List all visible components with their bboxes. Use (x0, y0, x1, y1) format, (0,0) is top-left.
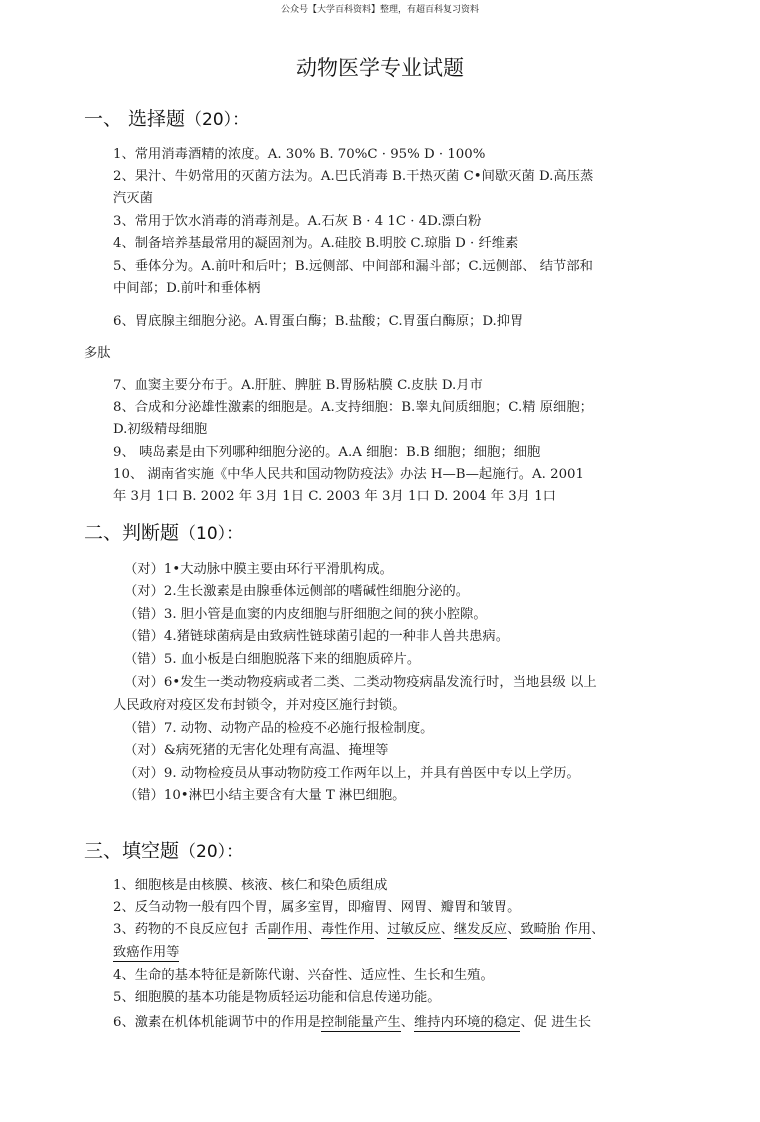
fill-6-tail: 、促 进生长 (520, 1015, 592, 1030)
fill-3-blank-5: 致畸胎 作用 (520, 922, 592, 937)
fill-3-blank-3: 过敏反应 (387, 922, 441, 937)
question-5: 5、垂体分为。A.前叶和后叶；B.远侧部、中间部和漏斗部；C.远侧部、 结节部和 (113, 259, 593, 274)
fill-2: 2、反刍动物一般有四个胃，属多室胃，即瘤胃、网胃、瓣胃和皱胃。 (113, 900, 521, 915)
question-6-cont: 多肽 (84, 346, 111, 361)
section-heading-fill-in (84, 836, 243, 863)
header-note: 公众号【大学百科资料】整理，有超百科复习资料 (280, 5, 479, 15)
section-title: 一、 选择题 (84, 108, 186, 130)
section-title: 二、判断题 (84, 522, 180, 544)
fill-4: 4、生命的基本特征是新陈代谢、兴奋性、适应性、生长和生殖。 (113, 968, 494, 983)
judgement-4: （错）4.猪链球菌病是由致病性链球菌引起的一种非人兽共患病。 (124, 629, 509, 644)
question-3: 3、常用于饮水消毒的消毒剂是。A.石灰 B · 4 1C · 4D.漂白粉 (113, 214, 482, 229)
question-10: 10、 湖南省实施《中华人民共和国动物防疫法》办法 H—B—起施行。A. 2001 (113, 467, 584, 482)
separator: 、 (400, 1015, 414, 1030)
document-title: 动物医学专业试题 (296, 56, 464, 80)
section-score: （20）： (185, 110, 250, 130)
judgement-5: （错）5. 血小板是白细胞脱落下来的细胞质碎片。 (124, 652, 421, 667)
section-heading-judgement (84, 518, 243, 545)
separator: 、 (507, 922, 521, 937)
fill-3-cont (113, 943, 179, 963)
fill-6-prefix: 6、激素在机体机能调节中的作用是 (113, 1015, 321, 1030)
question-4: 4、制备培养基最常用的凝固剂为。A.硅胶 B.明胶 C.琼脂 D · 纤维素 (113, 236, 519, 251)
fill-3 (113, 920, 604, 940)
judgement-8: （对）&病死猪的无害化处理有高温、掩埋等 (124, 743, 389, 758)
fill-3-blank-4: 继发反应 (453, 922, 508, 937)
fill-1: 1、细胞核是由核膜、核液、核仁和染色质组成 (113, 878, 388, 893)
fill-5: 5、细胞膜的基本功能是物质轻运功能和信息传递功能。 (113, 990, 441, 1005)
fill-3-blank-1: 副作用 (267, 922, 308, 937)
question-10-cont: 年 3月 1口 B. 2002 年 3月 1日 C. 2003 年 3月 1口 D. 2004 年 3月 1口 (113, 489, 556, 504)
question-5-cont: 中间部；D.前叶和垂体柄 (113, 281, 261, 296)
separator: 、 (591, 922, 605, 937)
question-9: 9、 咦岛素是由下列哪种细胞分泌的。A.A 细胞：B.B 细胞；细胞；细胞 (113, 445, 541, 460)
fill-3-blank-2: 毒性作用 (320, 922, 375, 937)
separator: 、 (440, 922, 454, 937)
separator: 、 (307, 922, 321, 937)
judgement-10: （错）10•淋巴小结主要含有大量 T 淋巴细胞。 (124, 788, 406, 803)
question-6: 6、胃底腺主细胞分泌。A.胃蛋白酶；B.盐酸；C.胃蛋白酶原；D.抑胃 (113, 314, 524, 329)
question-2: 2、果汁、牛奶常用的灭菌方法为。A.巴氏消毒 B.干热灭菌 C•间歇灭菌 D.高压蒸 (113, 169, 594, 184)
fill-6 (113, 1013, 591, 1033)
question-2-cont: 汽灭菌 (113, 191, 153, 206)
section-title: 三、填空题 (84, 840, 180, 862)
section-heading-choice (84, 104, 249, 131)
judgement-1: （对）1•大动脉中膜主要由环行平滑肌构成。 (124, 562, 393, 577)
question-8: 8、合成和分泌雄性激素的细胞是。A.支持细胞：B.睾丸间质细胞；C.精 原细胞； (113, 400, 593, 415)
fill-6-blank-1: 控制能量产生 (320, 1015, 401, 1030)
fill-3-prefix: 3、药物的不良反应包扌舌 (113, 922, 268, 937)
section-score: （20）： (179, 842, 244, 862)
section-score: （10）： (179, 524, 244, 544)
fill-6-blank-2: 维持内环境的稳定 (414, 1015, 521, 1030)
judgement-6: （对）6•发生一类动物疫病或者二类、二类动物疫病晶发流行时，当地县级 以上 (124, 675, 597, 690)
judgement-2: （对）2.生长激素是由腺垂体远侧部的嗜碱性细胞分泌的。 (124, 584, 470, 599)
question-8-cont: D.初级精母细胞 (113, 422, 208, 437)
judgement-3: （错）3. 胆小管是血窦的内皮细胞与肝细胞之间的狭小腔隙。 (124, 607, 487, 622)
question-7: 7、血窦主要分布于。A.肝脏、脾脏 B.胃肠粘膜 C.皮肤 D.月市 (113, 378, 483, 393)
fill-3-blank-6: 致癌作用等 (113, 945, 180, 960)
judgement-7: （错）7. 动物、动物产品的检疫不必施行报检制度。 (124, 721, 434, 736)
judgement-9: （对）9. 动物检疫员从事动物防疫工作两年以上，并具有兽医中专以上学历。 (124, 766, 580, 781)
question-1: 1、常用消毒酒精的浓度。A. 30% B. 70%C · 95% D · 100% (113, 147, 486, 162)
separator: 、 (374, 922, 388, 937)
judgement-6-cont: 人民政府对疫区发布封锁令，并对疫区施行封锁。 (113, 698, 406, 713)
